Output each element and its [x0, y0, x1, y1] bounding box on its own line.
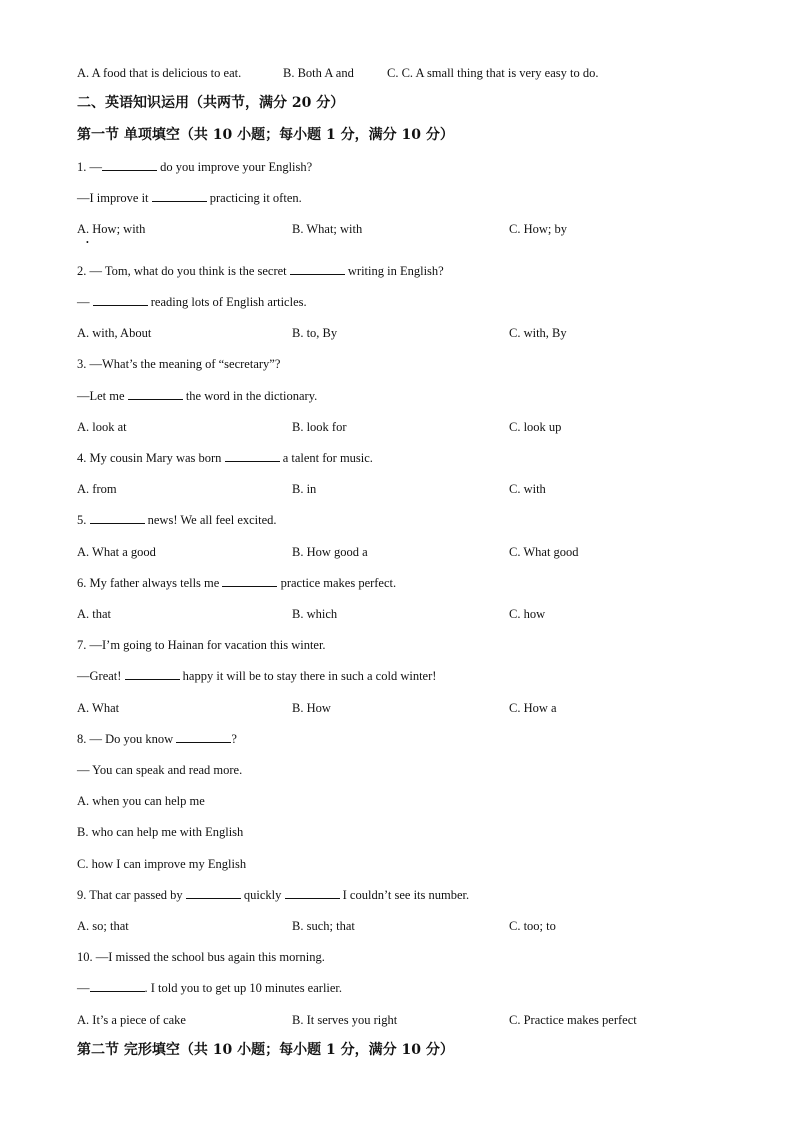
answer-blank [152, 190, 207, 202]
answer-blank [176, 731, 231, 743]
option-b: B. who can help me with English [77, 825, 244, 839]
question-text: practicing it often. [206, 191, 302, 205]
question-1 [77, 159, 312, 175]
option-a: A. when you can help me [77, 794, 205, 808]
question-text: writing in English? [344, 264, 444, 278]
question-8-reply: — You can speak and read more. [77, 763, 243, 777]
answer-blank [290, 263, 345, 275]
answer-blank [93, 294, 148, 306]
question-3-reply [77, 388, 317, 404]
answer-blank [102, 159, 157, 171]
question-7-reply [77, 668, 436, 684]
question-6 [77, 575, 396, 591]
option-c: C. Practice makes perfect [509, 1013, 637, 1027]
option-b: B. in [292, 482, 317, 496]
question-8 [77, 731, 237, 747]
option-a: A. What [77, 701, 120, 715]
option-c: C. How; by [509, 222, 567, 236]
question-1-reply [77, 190, 302, 206]
option-a: A. from [77, 482, 117, 496]
question-text: 9. That car passed by [77, 888, 186, 902]
question-2-reply [77, 294, 307, 310]
question-text: . I told you to get up 10 minutes earlier. [144, 981, 343, 995]
option-b: B. What; with [292, 222, 363, 236]
part-heading: 第一节 单项填空（共 10 小题；每小题 1 分，满分 10 分） [77, 127, 454, 143]
question-text: 4. My cousin Mary was born [77, 451, 225, 465]
option-c: C. with, By [509, 326, 567, 340]
dot-mark: • [86, 238, 89, 247]
question-9 [77, 887, 469, 903]
question-text: —Great! [77, 669, 125, 683]
option-a: A. A food that is delicious to eat. [77, 66, 242, 80]
option-c: C. with [509, 482, 546, 496]
part-heading: 第二节 完形填空（共 10 小题；每小题 1 分，满分 10 分） [77, 1042, 454, 1058]
answer-blank [222, 575, 277, 587]
question-text: 1. — [77, 160, 102, 174]
question-text: 2. — Tom, what do you think is the secret [77, 264, 290, 278]
question-10-reply [77, 980, 342, 996]
question-text: 6. My father always tells me [77, 576, 223, 590]
option-b: B. Both A and [283, 66, 354, 80]
question-7: 7. —I’m going to Hainan for vacation this winter. [77, 638, 326, 652]
option-c: C. look up [509, 420, 562, 434]
option-c: C. How a [509, 701, 557, 715]
question-text: ? [231, 732, 237, 746]
question-text: the word in the dictionary. [182, 389, 318, 403]
option-a: A. with, About [77, 326, 152, 340]
question-text: —I improve it [77, 191, 152, 205]
option-a: A. What a good [77, 545, 156, 559]
option-b: B. which [292, 607, 338, 621]
option-c: C. C. A small thing that is very easy to do. [387, 66, 599, 80]
option-a: A. that [77, 607, 112, 621]
question-5 [77, 512, 277, 528]
answer-blank [125, 668, 180, 680]
option-a: A. How; with [77, 222, 146, 236]
section-heading: 二、英语知识运用（共两节，满分 20 分） [77, 95, 345, 111]
question-text: 5. [77, 513, 90, 527]
option-a: A. look at [77, 420, 127, 434]
question-3: 3. —What’s the meaning of “secretary”? [77, 357, 281, 371]
option-a: A. It’s a piece of cake [77, 1013, 186, 1027]
option-c: C. too; to [509, 919, 556, 933]
question-text: 8. — Do you know [77, 732, 177, 746]
option-b: B. It serves you right [292, 1013, 398, 1027]
question-text: — [77, 981, 90, 995]
question-2 [77, 263, 444, 279]
answer-blank [186, 887, 241, 899]
option-b: B. to, By [292, 326, 338, 340]
option-b: B. such; that [292, 919, 355, 933]
option-b: B. How good a [292, 545, 368, 559]
question-text: quickly [240, 888, 285, 902]
answer-blank [90, 980, 145, 992]
question-text: happy it will be to stay there in such a cold winter! [179, 669, 437, 683]
question-text: a talent for music. [279, 451, 373, 465]
question-10: 10. —I missed the school bus again this morning. [77, 950, 325, 964]
question-4 [77, 450, 373, 466]
answer-blank [225, 450, 280, 462]
question-text: practice makes perfect. [277, 576, 397, 590]
question-text: do you improve your English? [157, 160, 313, 174]
option-c: C. What good [509, 545, 579, 559]
question-text: reading lots of English articles. [147, 295, 307, 309]
option-a: A. so; that [77, 919, 129, 933]
option-b: B. look for [292, 420, 347, 434]
answer-blank [285, 887, 340, 899]
question-text: I couldn’t see its number. [339, 888, 470, 902]
question-text: —Let me [77, 389, 128, 403]
option-b: B. How [292, 701, 331, 715]
answer-blank [128, 388, 183, 400]
option-c: C. how I can improve my English [77, 857, 247, 871]
question-text: — [77, 295, 93, 309]
option-c: C. how [509, 607, 546, 621]
question-text: news! We all feel excited. [144, 513, 277, 527]
answer-blank [90, 512, 145, 524]
